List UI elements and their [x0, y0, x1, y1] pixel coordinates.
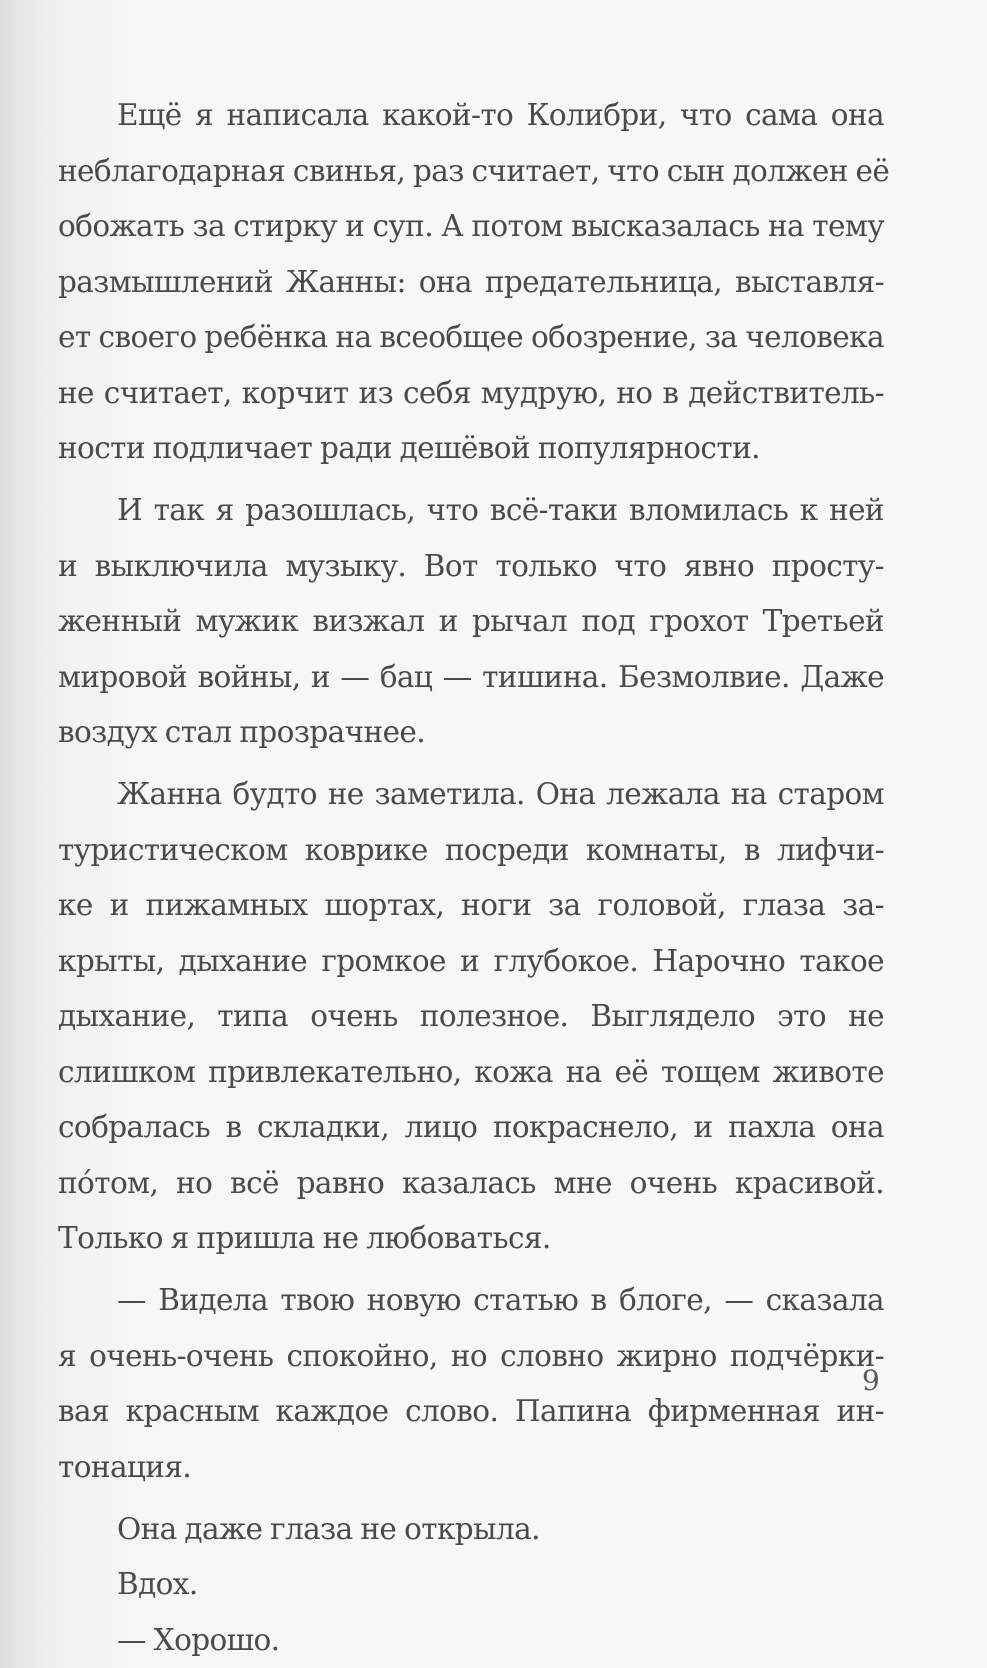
paragraph-7-dialogue	[58, 1613, 884, 1668]
paragraph-1	[58, 88, 884, 477]
page-number: 9	[862, 1364, 880, 1397]
text-line: пóтом, но всё равно казалась мне очень красивой.	[58, 1156, 884, 1212]
text-line: — Видела твою новую статью в блоге, — сказала	[58, 1273, 884, 1329]
paragraph-4-dialogue	[58, 1273, 884, 1495]
text-line: тонация.	[58, 1440, 884, 1496]
text-line: туристическом коврике посреди комнаты, в лифчи-	[58, 823, 884, 879]
paragraph-6	[58, 1557, 884, 1613]
text-line: женный мужик визжал и рычал под грохот Третьей	[58, 594, 884, 650]
text-line: собралась в складки, лицо покраснело, и пахла она	[58, 1100, 884, 1156]
book-page-body	[58, 88, 884, 1668]
text-line: обожать за стирку и суп. А потом высказалась на тему	[58, 199, 884, 255]
text-line: ке и пижамных шортах, ноги за головой, глаза за-	[58, 878, 884, 934]
paragraph-2	[58, 483, 884, 761]
text-line: крыты, дыхание громкое и глубокое. Нарочно такое	[58, 934, 884, 990]
text-line: — Хорошо.	[58, 1613, 884, 1668]
text-line: размышлений Жанны: она предательница, выставля-	[58, 255, 884, 311]
text-line: воздух стал прозрачнее.	[58, 705, 884, 761]
text-line: слишком привлекательно, кожа на её тощем животе	[58, 1045, 884, 1101]
text-line: Жанна будто не заметила. Она лежала на старом	[58, 767, 884, 823]
text-line: Вдох.	[58, 1557, 884, 1613]
text-line: Она даже глаза не открыла.	[58, 1502, 884, 1558]
text-line: И так я разошлась, что всё-таки вломилась к ней	[58, 483, 884, 539]
text-line: вая красным каждое слово. Папина фирменная ин-	[58, 1384, 884, 1440]
text-line: неблагодарная свинья, раз считает, что сын должен её	[58, 144, 884, 200]
text-line: дыхание, типа очень полезное. Выглядело это не	[58, 989, 884, 1045]
text-line: Ещё я написала какой-то Колибри, что сама она	[58, 88, 884, 144]
text-line: не считает, корчит из себя мудрую, но в действитель-	[58, 366, 884, 422]
text-line: мировой войны, и — бац — тишина. Безмолвие. Даже	[58, 650, 884, 706]
paragraph-3	[58, 767, 884, 1267]
text-line: Только я пришла не любоваться.	[58, 1211, 884, 1267]
text-line: ности подличает ради дешёвой популярности.	[58, 421, 884, 477]
paragraph-5	[58, 1502, 884, 1558]
text-line: я очень-очень спокойно, но словно жирно подчёрки-	[58, 1329, 884, 1385]
text-line: ет своего ребёнка на всеобщее обозрение, за человека	[58, 310, 884, 366]
text-line: и выключила музыку. Вот только что явно просту-	[58, 539, 884, 595]
